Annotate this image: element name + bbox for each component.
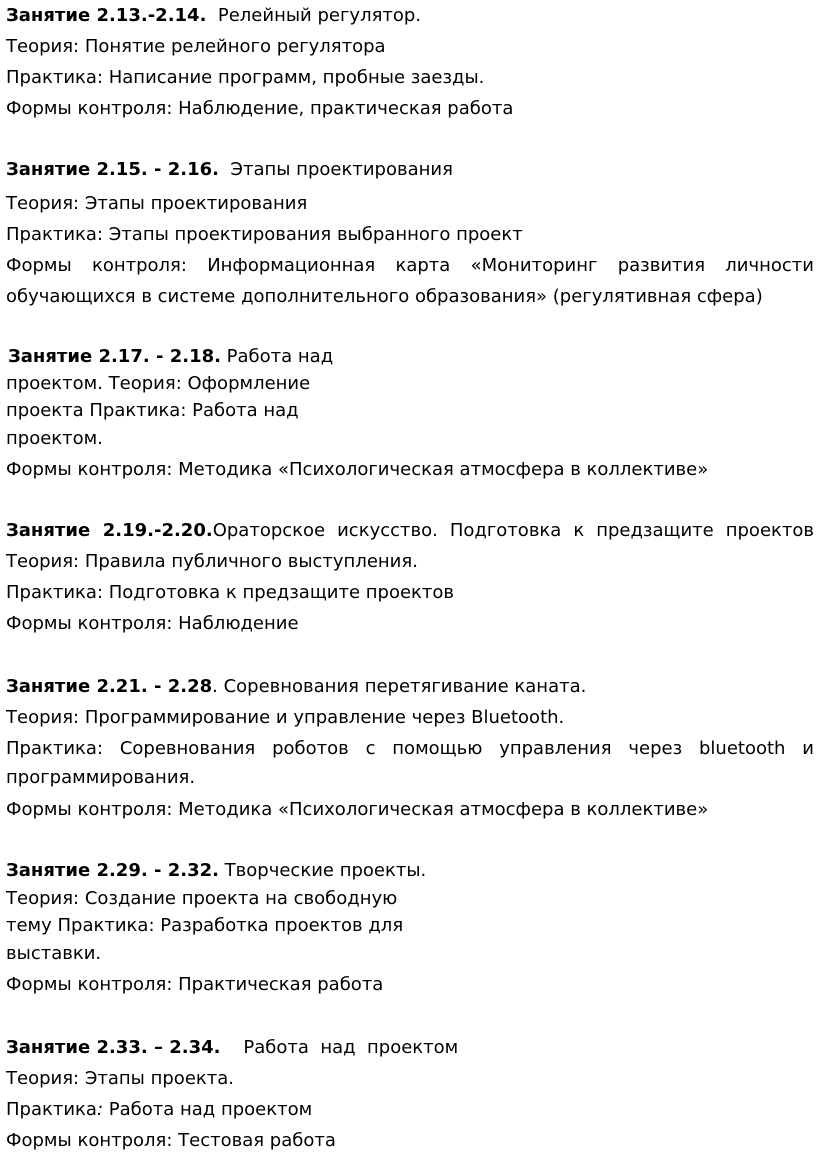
lesson-title: Творческие проекты. [218,860,427,881]
lesson-text-line: проекта Практика: Работа над [6,400,299,421]
lesson-heading [6,5,421,27]
practice-text: Работа над проектом [103,1099,313,1120]
lesson-control: Формы контроля: Информационная карта «Мониторинг развития личности [6,255,814,276]
lesson-number: Занятие 2.13.-2.14. [6,5,207,26]
lesson-title: Работа над проектом [220,1037,459,1058]
lesson-text-line: тему Практика: Разработка проектов для [6,915,404,936]
lesson-theory: Теория: Этапы проектирования [6,193,308,214]
lesson-number: Занятие 2.29. - 2.32. [6,860,219,881]
lesson-heading [6,159,453,181]
lesson-control: Формы контроля: Наблюдение [6,613,299,634]
lesson-control: Формы контроля: Методика «Психологическая атмосфера в коллективе» [6,459,709,480]
lesson-title: Ораторское искусство. Подготовка к предзащите проектов [212,520,814,541]
practice-label: Практика [6,1099,97,1120]
lesson-control-continued: обучающихся в системе дополнительного образования» (регулятивная сфера) [6,286,763,307]
lesson-practice: Практика: Соревнования роботов с помощью управления через bluetooth и [6,738,814,759]
lesson-heading [8,346,333,368]
lesson-theory: Теория: Этапы проекта. [6,1068,234,1089]
lesson-title: Этапы проектирования [218,159,453,180]
lesson-control: Формы контроля: Тестовая работа [6,1130,336,1151]
lesson-control: Формы контроля: Методика «Психологическая атмосфера в коллективе» [6,799,709,820]
lesson-heading [6,1037,458,1059]
lesson-control: Формы контроля: Практическая работа [6,974,384,995]
lesson-text-line: проектом. [6,428,103,449]
lesson-number: Занятие 2.15. - 2.16. [6,159,219,180]
lesson-heading [6,676,586,698]
lesson-heading [6,520,814,542]
lesson-control: Формы контроля: Наблюдение, практическая работа [6,98,514,119]
lesson-title: Релейный регулятор. [206,5,422,26]
lesson-practice: Практика: Этапы проектирования выбранного проект [6,224,523,245]
lesson-text-line: проектом. Теория: Оформление [6,373,311,394]
lesson-practice: Практика: Написание программ, пробные заезды. [6,67,485,88]
lesson-theory: Теория: Понятие релейного регулятора [6,36,386,57]
lesson-heading [6,860,426,882]
lesson-number: Занятие 2.17. - 2.18. [8,346,221,367]
lesson-number: Занятие 2.21. - 2.28 [6,676,213,697]
lesson-practice: Практика: Подготовка к предзащите проектов [6,582,455,603]
lesson-number: Занятие 2.19.-2.20. [6,520,213,541]
lesson-number: Занятие 2.33. – 2.34. [6,1037,221,1058]
lesson-practice-continued: программирования. [6,767,196,788]
practice-colon: : [96,1099,104,1120]
lesson-title: . Соревнования перетягивание каната. [212,676,587,697]
lesson-theory: Теория: Программирование и управление через Bluetooth. [6,707,565,728]
lesson-text-line: выставки. [6,943,102,964]
lesson-title: Работа над [220,346,334,367]
lesson-text-line: Теория: Создание проекта на свободную [6,888,398,909]
lesson-theory: Теория: Правила публичного выступления. [6,551,418,572]
lesson-practice [6,1099,312,1121]
